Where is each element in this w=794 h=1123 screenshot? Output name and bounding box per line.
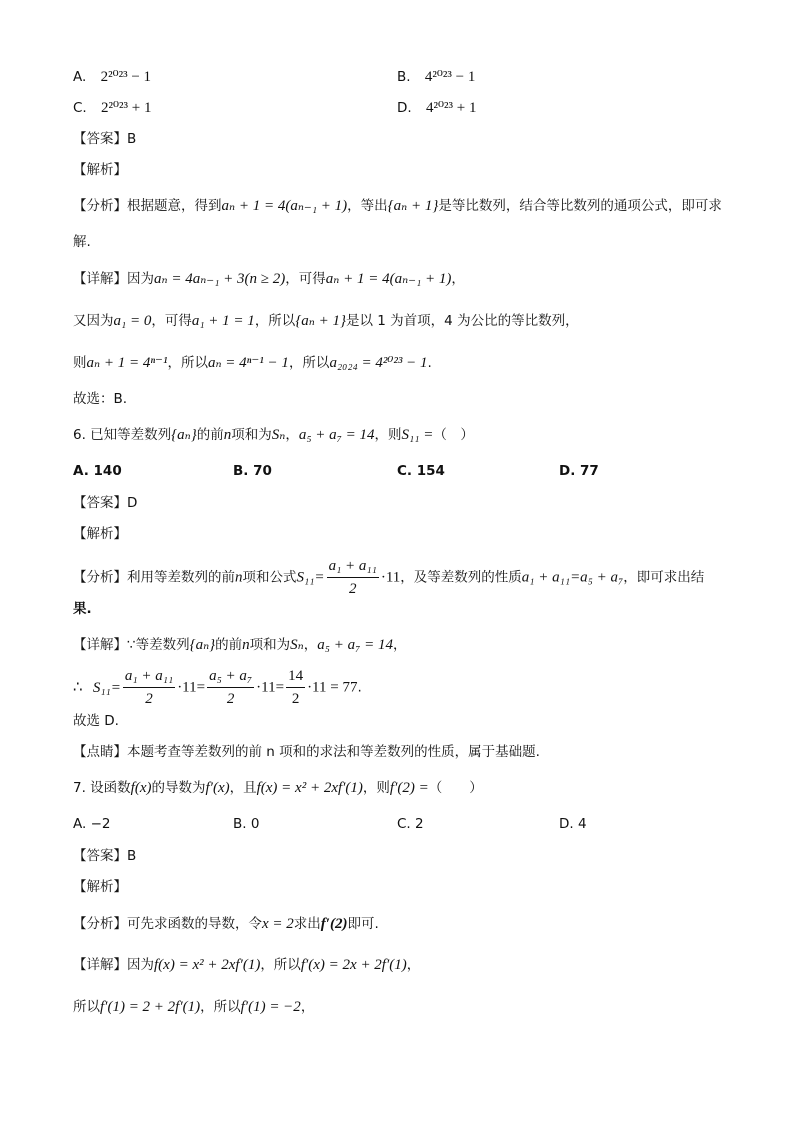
option-label: D. <box>397 100 412 116</box>
equation: n <box>242 637 250 653</box>
text: 是等比数列，结合等比数列的通项公式，即可求 <box>438 198 722 214</box>
q6-detail-line1 <box>73 638 406 653</box>
q6-analysis-heading: 【解析】 <box>73 526 127 542</box>
text: ， <box>303 637 318 653</box>
denominator: 2 <box>348 581 357 597</box>
equation: n <box>235 569 243 586</box>
text: 是以 1 为首项，4 为公比的等比数列， <box>346 313 579 329</box>
equation: f(x) <box>130 780 152 796</box>
equation: aₙ + 1 = 4(aₙ₋₁ + 1) <box>325 271 452 287</box>
text: ，等出 <box>347 198 388 214</box>
equation: a₅ + a₇ = 14 <box>317 637 393 653</box>
text: ， <box>451 271 465 287</box>
text: ，所以 <box>288 355 330 371</box>
q6-option-b: B. 70 <box>233 463 272 479</box>
fraction <box>286 666 305 709</box>
equation: x = 2 <box>262 916 294 932</box>
numerator: a₁ + a₁₁ <box>123 666 175 688</box>
label: 【详解】 <box>73 271 127 287</box>
text: 项和公式 <box>242 569 297 586</box>
equation: Sₙ <box>271 427 286 443</box>
equation: a₁ + 1 = 1 <box>191 313 255 329</box>
text: 的导数为 <box>151 780 206 796</box>
q7-option-c: C. 2 <box>397 816 424 832</box>
equation: ·11 <box>380 569 401 586</box>
text: ，及等差数列的性质 <box>400 569 522 586</box>
therefore-symbol: ∴ <box>73 679 83 696</box>
equation: f′(1) = −2 <box>240 999 301 1015</box>
equation: {aₙ + 1} <box>295 313 347 329</box>
text: ，即可求出结 <box>623 569 705 586</box>
equation: aₙ + 1 = 4ⁿ⁻¹ <box>86 355 168 371</box>
fraction <box>123 666 175 709</box>
option-value: 4²⁰²³ − 1 <box>424 69 476 85</box>
text: ， <box>285 427 299 443</box>
equation: ·11= <box>256 679 285 696</box>
text: ，所以 <box>200 999 241 1015</box>
q5-option-a <box>73 70 151 85</box>
q6-fenxi-line1 <box>73 556 704 599</box>
text: 即可. <box>347 916 379 932</box>
option-value: 4²⁰²³ + 1 <box>425 100 477 116</box>
q7-stem <box>73 781 483 796</box>
text: 的前 <box>215 637 243 653</box>
q6-option-d: D. 77 <box>559 463 599 479</box>
option-label: B. <box>397 69 411 85</box>
q5-option-c <box>73 101 151 116</box>
text: 根据题意，得到 <box>127 198 222 214</box>
q7-option-d: D. 4 <box>559 816 587 832</box>
q7-fenxi <box>73 917 379 932</box>
numerator: a₅ + a₇ <box>207 666 254 688</box>
q5-option-d <box>397 101 476 116</box>
equation: f′(2) <box>320 916 348 932</box>
option-label: A. <box>73 69 87 85</box>
text: 可先求函数的导数，令 <box>127 916 262 932</box>
equation: ·11 = 77 <box>307 679 358 696</box>
text: ，且 <box>229 780 257 796</box>
equation: aₙ = 4ⁿ⁻¹ − 1 <box>207 355 289 371</box>
equation: f′(x) = 2x + 2f′(1) <box>300 957 407 973</box>
q7-detail-line1 <box>73 958 420 973</box>
equation: S₁₁ = <box>401 427 434 443</box>
q6-choice: 故选 D. <box>73 713 119 729</box>
text: ，则 <box>362 780 390 796</box>
text: 7. 设函数 <box>73 780 131 796</box>
text: 的前 <box>196 427 224 443</box>
label: 【详解】 <box>73 637 127 653</box>
equation: aₙ + 1 = 4(aₙ₋₁ + 1) <box>221 198 348 214</box>
equation: f′(2) = <box>389 780 429 796</box>
option-label: C. <box>73 100 87 116</box>
equation: {aₙ} <box>189 637 216 653</box>
denominator: 2 <box>226 691 235 707</box>
q7-detail-line2 <box>73 1000 314 1015</box>
text: ，所以 <box>260 957 301 973</box>
label: 【分析】 <box>73 569 127 586</box>
q5-analysis-heading: 【解析】 <box>73 162 127 178</box>
q5-detail-line2 <box>73 314 579 329</box>
text: （ ） <box>433 427 474 443</box>
q5-detail-line1 <box>73 272 465 287</box>
denominator: 2 <box>291 691 300 707</box>
equation: a₅ + a₇ = 14 <box>298 427 375 443</box>
equation: a₁ = 0 <box>113 313 152 329</box>
text: ， <box>300 999 315 1015</box>
equation: f′(x) <box>205 780 230 796</box>
equation: f(x) = x² + 2xf′(1) <box>256 780 363 796</box>
text: （ ） <box>428 780 483 796</box>
text: ，则 <box>374 427 402 443</box>
fraction <box>207 666 254 709</box>
text: 则 <box>73 355 87 371</box>
text: 项和为 <box>249 637 291 653</box>
text: 因为 <box>127 957 154 973</box>
q5-option-b <box>397 70 475 85</box>
q6-answer: 【答案】D <box>73 495 138 511</box>
label: 【详解】 <box>73 957 127 973</box>
equation: aₙ = 4aₙ₋₁ + 3(n ≥ 2) <box>154 271 286 287</box>
equation: a₂₀₂₄ = 4²⁰²³ − 1 <box>329 355 428 371</box>
q7-option-a: A. −2 <box>73 816 111 832</box>
q6-option-c: C. 154 <box>397 463 445 479</box>
q7-option-b: B. 0 <box>233 816 260 832</box>
equation: S₁₁= <box>92 679 121 696</box>
equation: {aₙ} <box>171 427 197 443</box>
text: 又因为 <box>73 313 114 329</box>
option-value: 2²⁰²³ − 1 <box>100 69 152 85</box>
text: 6. 已知等差数列 <box>73 427 172 443</box>
equation: f′(1) = 2 + 2f′(1) <box>100 999 201 1015</box>
text: 求出 <box>293 916 321 932</box>
text: 因为 <box>127 271 154 287</box>
equation: a₁ + a₁₁=a₅ + a₇ <box>521 569 624 586</box>
text: ，可得 <box>151 313 192 329</box>
text: 所以 <box>73 999 100 1015</box>
denominator: 2 <box>145 691 153 707</box>
q6-option-a: A. 140 <box>73 463 122 479</box>
label: 【分析】 <box>73 198 127 214</box>
numerator: a₁ + a₁₁ <box>327 556 379 578</box>
text: ， <box>392 637 407 653</box>
q6-dianjing <box>73 746 540 760</box>
q5-fenxi-line2: 解. <box>73 234 91 250</box>
equation: {aₙ + 1} <box>387 198 439 214</box>
label: 【点睛】 <box>73 744 127 760</box>
fraction <box>327 556 379 599</box>
text: ， <box>406 957 421 973</box>
text: ，所以 <box>254 313 296 329</box>
equation: n <box>223 427 232 443</box>
q7-answer: 【答案】B <box>73 848 137 864</box>
text: . <box>427 355 432 371</box>
q5-detail-line3 <box>73 356 432 371</box>
equation: S₁₁= <box>296 569 325 586</box>
q6-fenxi-line2: 果. <box>73 601 92 617</box>
q7-analysis-heading: 【解析】 <box>73 879 127 895</box>
text: ，所以 <box>167 355 208 371</box>
equation: f(x) = x² + 2xf′(1) <box>154 957 261 973</box>
text: . <box>357 679 362 696</box>
equation: Sₙ <box>290 637 304 653</box>
text: 利用等差数列的前 <box>127 569 235 586</box>
equation: ·11= <box>177 679 206 696</box>
q5-fenxi-line1 <box>73 199 722 214</box>
text: 本题考查等差数列的前 n 项和的求法和等差数列的性质，属于基础题. <box>127 744 540 760</box>
q5-choice: 故选：B. <box>73 391 128 407</box>
q6-calculation <box>73 666 362 709</box>
text: ∵等差数列 <box>127 637 190 653</box>
label: 【分析】 <box>73 916 127 932</box>
numerator: 14 <box>286 666 305 688</box>
q5-answer: 【答案】B <box>73 131 137 147</box>
text: ，可得 <box>285 271 326 287</box>
text: 项和为 <box>231 427 272 443</box>
option-value: 2²⁰²³ + 1 <box>101 100 152 116</box>
q6-stem <box>73 428 474 443</box>
